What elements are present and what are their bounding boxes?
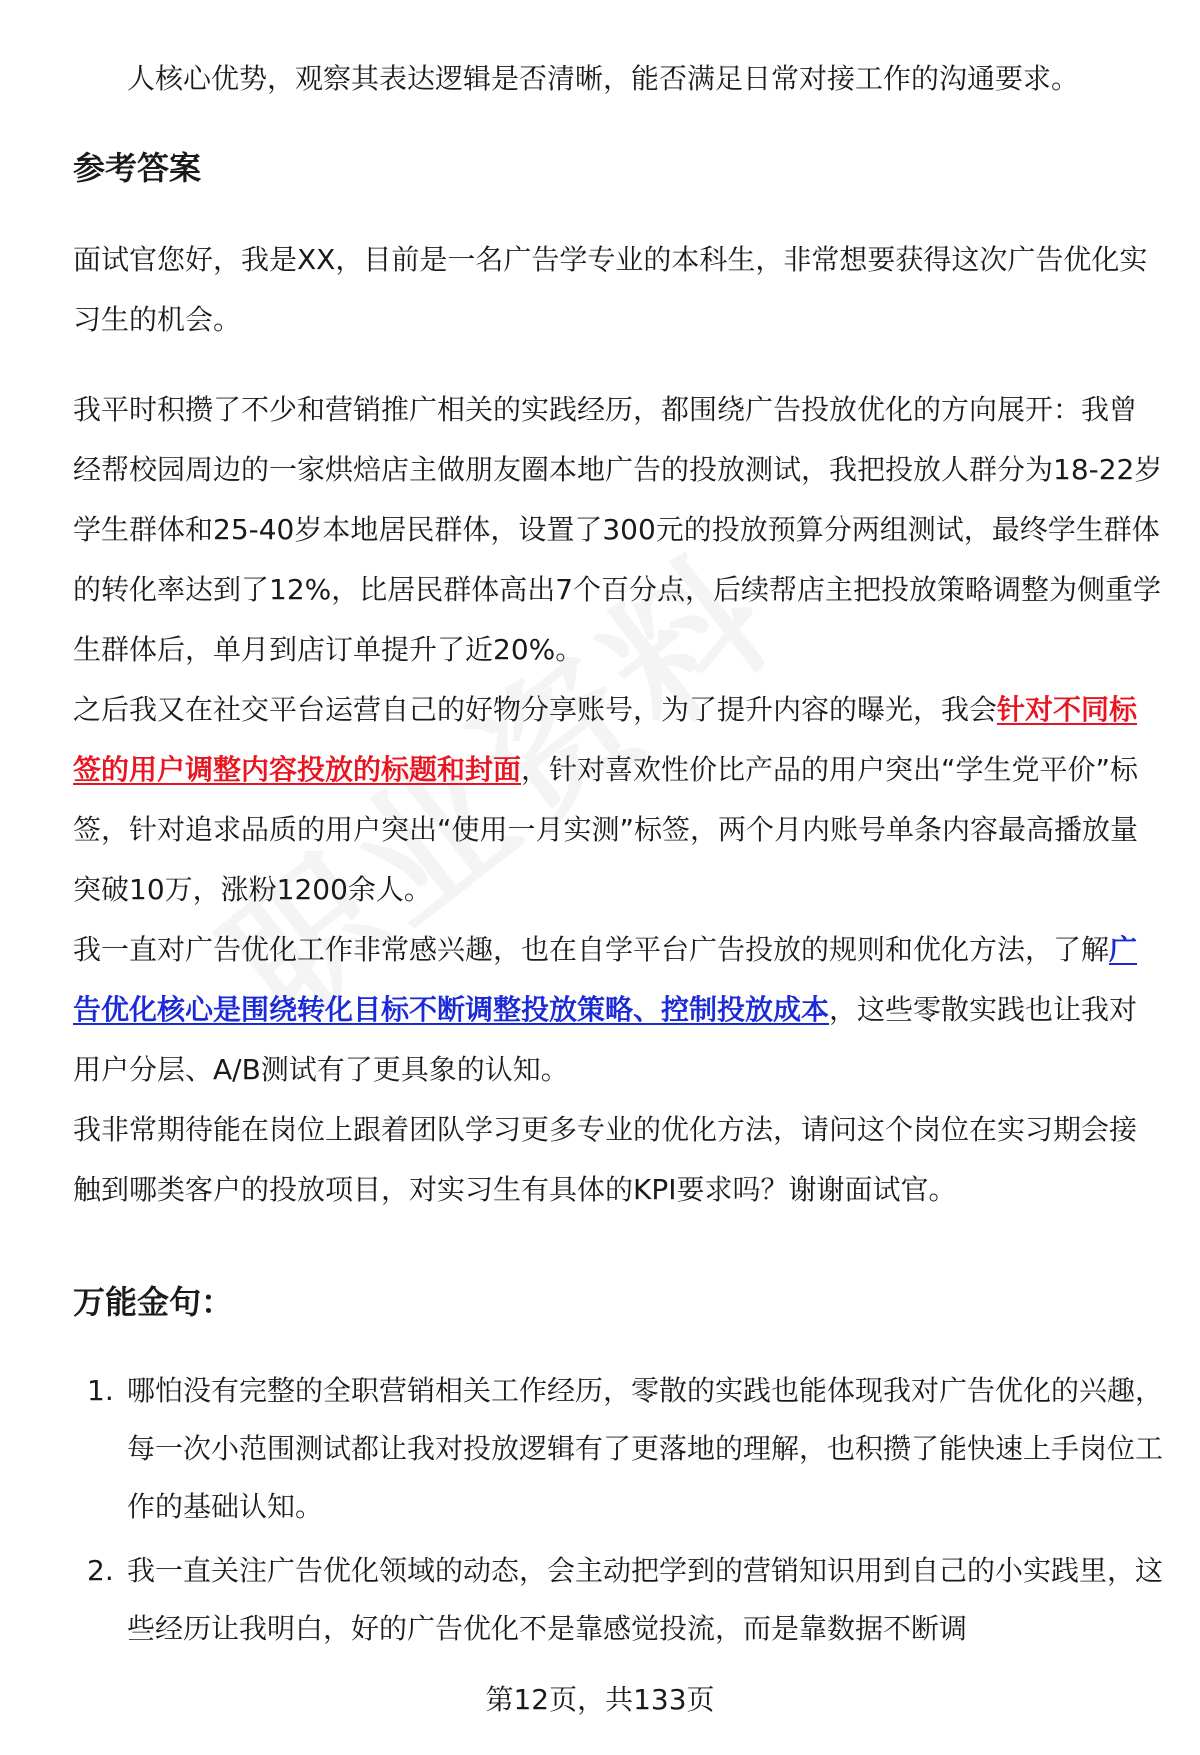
paragraph-4-text-before: 我一直对广告优化工作非常感兴趣，也在自学平台广告投放的规则和优化方法，了解 (73, 933, 1110, 966)
list-item-text: 哪怕没有完整的全职营销相关工作经历，零散的实践也能体现我对广告优化的兴趣，每一次小范围测试都让我对投放逻辑有了更落地的理解，也积攒了能快速上手岗位工作的基础认知。 (127, 1374, 1164, 1523)
answer-paragraph-5: 我非常期待能在岗位上跟着团队学习更多专业的优化方法，请问这个岗位在实习期会接触到哪类客户的投放项目，对实习生有具体的KPI要求吗？谢谢面试官。 (73, 1113, 1138, 1206)
intro-line: 人核心优势，观察其表达逻辑是否清晰，能否满足日常对接工作的沟通要求。 (127, 62, 1080, 95)
list-item-text: 我一直关注广告优化领域的动态，会主动把学到的营销知识用到自己的小实践里，这些经历让我明白，好的广告优化不是靠感觉投流，而是靠数据不断调 (127, 1554, 1164, 1645)
document-page (73, 50, 1163, 1664)
paragraph-3-text-before: 之后我又在社交平台运营自己的好物分享账号，为了提升内容的曝光，我会 (73, 693, 998, 726)
page-footer: 第12页，共133页 (485, 1683, 715, 1716)
answer-paragraph-3 (73, 680, 1163, 920)
paragraph-4-text-after: ，这些零散实践也让我对用户分层、A/B测试有了更具象的认知。 (73, 993, 1138, 1086)
answer-paragraph-4 (73, 920, 1163, 1100)
golden-sentences-heading: 万能金句： (73, 1283, 234, 1321)
answer-paragraph-1: 面试官您好，我是XX，目前是一名广告学专业的本科生，非常想要获得这次广告优化实习生的机会。 (73, 243, 1148, 336)
paragraph-3-text-after: ，针对喜欢性价比产品的用户突出“学生党平价”标签，针对追求品质的用户突出“使用一月实测”标签，两个月内账号单条内容最高播放量突破10万，涨粉1200余人。 (73, 753, 1139, 906)
list-item-number: 2. (87, 1554, 114, 1587)
golden-sentences-list (73, 1362, 1163, 1658)
list-item (73, 1542, 1163, 1658)
reference-answer-heading: 参考答案 (73, 149, 202, 187)
list-item (73, 1362, 1163, 1536)
blue-highlight-text: 广告优化核心是围绕转化目标不断调整投放策略、控制投放成本 (73, 933, 1138, 1026)
red-highlight-text: 针对不同标签的用户调整内容投放的标题和封面 (73, 693, 1138, 786)
answer-paragraph-2: 我平时积攒了不少和营销推广相关的实践经历，都围绕广告投放优化的方向展开：我曾经帮校园周边的一家烘焙店主做朋友圈本地广告的投放测试，我把投放人群分为18-22岁学生群体和25-40岁本地居民群体，设置了300元的投放预算分两组测试，最终学生群体的转化率达到了12%，比居民群体高出7个百分点，后续帮店主把投放策略调整为侧重学生群体后，单月到店订单提升了近20%。 (73, 393, 1163, 666)
list-item-number: 1. (87, 1374, 114, 1407)
